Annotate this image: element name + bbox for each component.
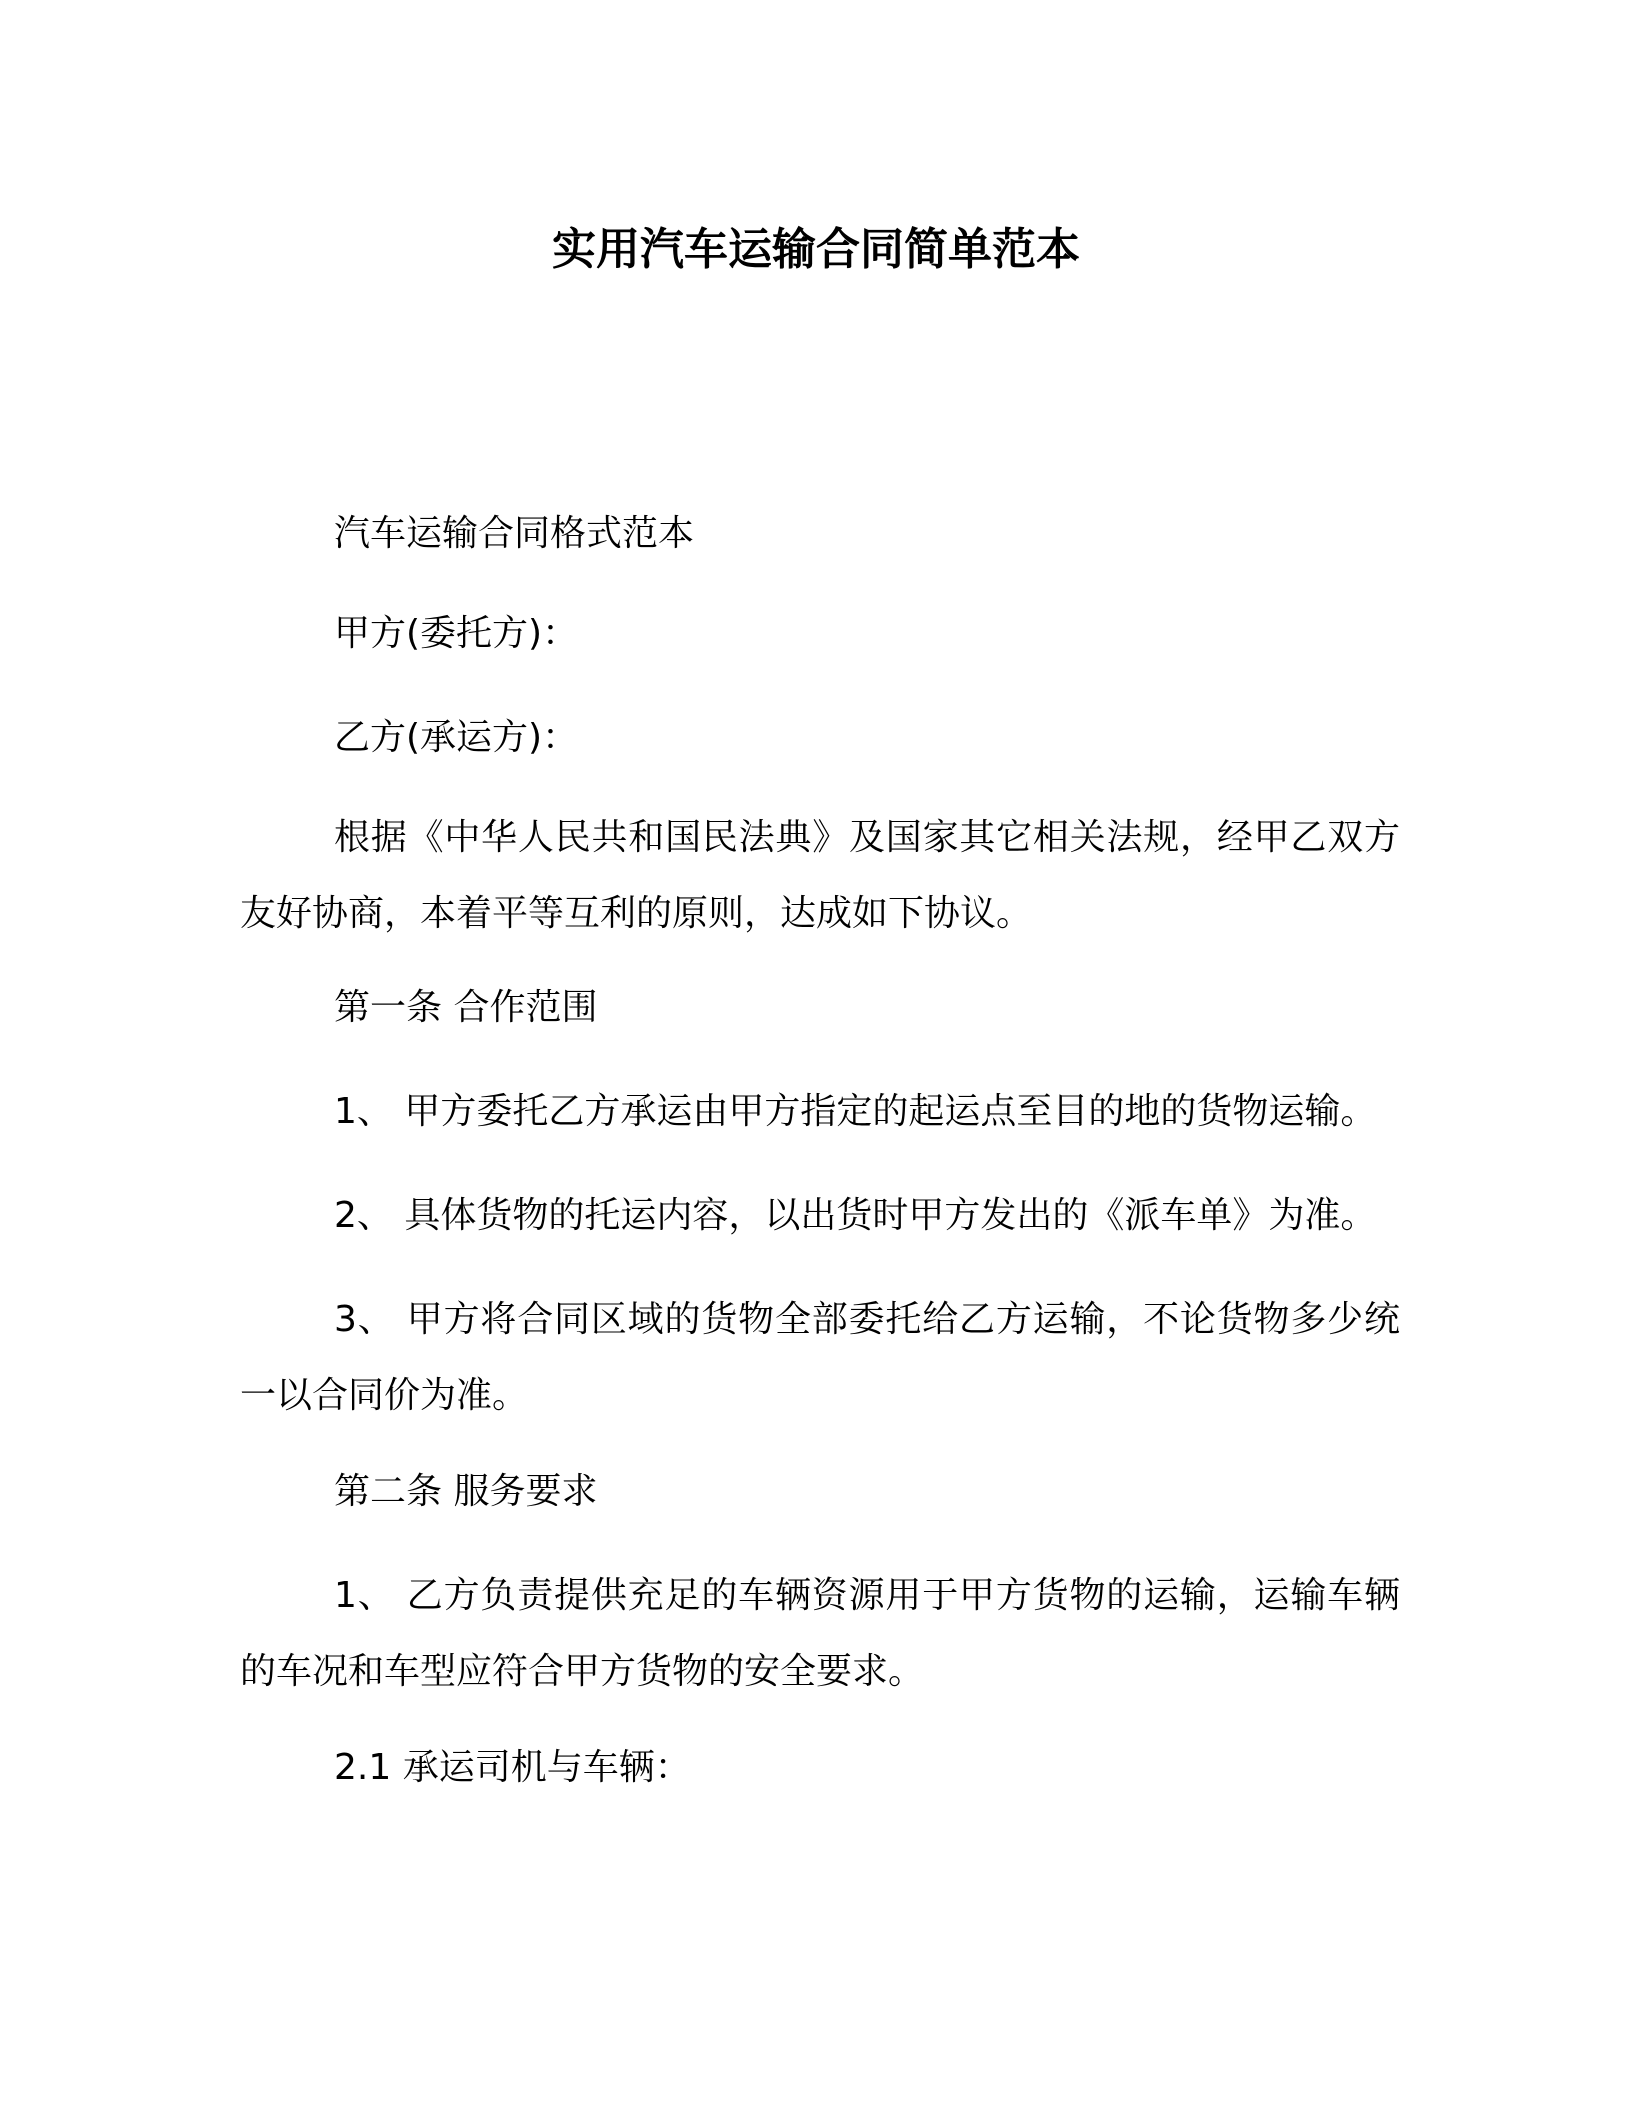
subtitle-paragraph: 汽车运输合同格式范本 — [334, 513, 695, 554]
article-2-heading: 第二条 服务要求 — [334, 1471, 598, 1512]
preamble-paragraph: 根据《中华人民共和国民法典》及国家其它相关法规，经甲乙双方友好协商，本着平等互利的原则，达成如下协议。 — [240, 817, 1400, 934]
article-1-item-3: 3、 甲方将合同区域的货物全部委托给乙方运输，不论货物多少统一以合同价为准。 — [240, 1299, 1400, 1416]
article-2-subitem-2-1: 2.1 承运司机与车辆： — [334, 1747, 691, 1788]
article-2-item-1: 1、 乙方负责提供充足的车辆资源用于甲方货物的运输，运输车辆的车况和车型应符合甲方货物的安全要求。 — [240, 1575, 1400, 1692]
article-1-item-2: 2、 具体货物的托运内容，以出货时甲方发出的《派车单》为准。 — [334, 1195, 1377, 1236]
article-1-heading: 第一条 合作范围 — [334, 987, 598, 1028]
party-a-label: 甲方(委托方)： — [334, 613, 579, 654]
document-title: 实用汽车运输合同简单范本 — [552, 224, 1080, 275]
article-1-item-1: 1、 甲方委托乙方承运由甲方指定的起运点至目的地的货物运输。 — [334, 1091, 1377, 1132]
party-b-label: 乙方(承运方)： — [334, 717, 579, 758]
